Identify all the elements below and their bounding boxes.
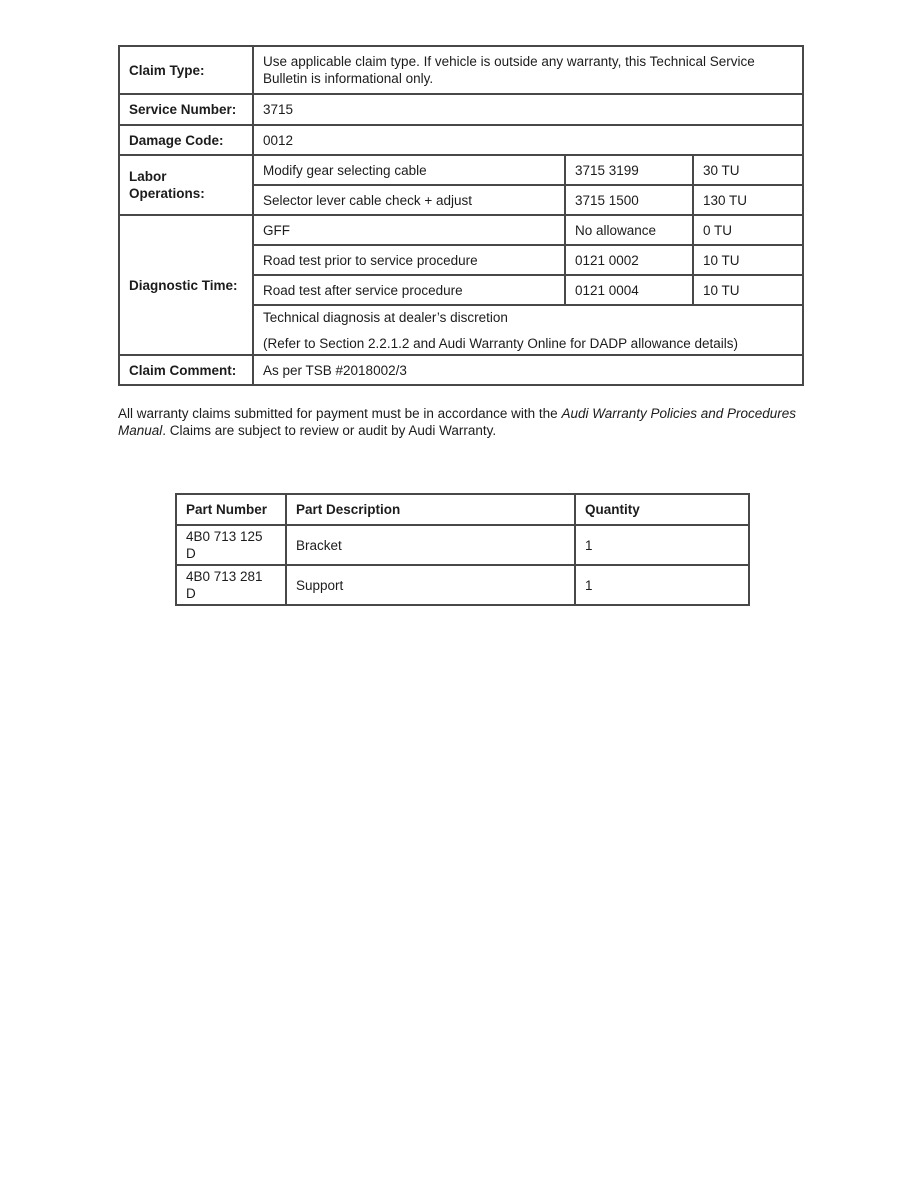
claim-comment-row: [119, 355, 803, 385]
labor-operations-label: Labor Operations:: [119, 155, 253, 215]
labor-operation-time: 30 TU: [693, 155, 803, 185]
damage-code-value: 0012: [253, 125, 803, 155]
diagnostic-time-time: 10 TU: [693, 245, 803, 275]
diagnostic-note-cell: [253, 305, 803, 355]
claim-comment-label: Claim Comment:: [119, 355, 253, 385]
warranty-policy-text-start: All warranty claims submitted for payment must be in accordance with the: [118, 405, 562, 421]
part-description-cell: Bracket: [286, 525, 575, 565]
diagnostic-note-line2: (Refer to Section 2.2.1.2 and Audi Warranty Online for DADP allowance details): [263, 335, 738, 351]
diagnostic-time-description: GFF: [253, 215, 565, 245]
service-number-row: [119, 94, 803, 125]
claim-comment-value: As per TSB #2018002/3: [253, 355, 803, 385]
part-number-header: Part Number: [176, 494, 286, 525]
part-number-cell: 4B0 713 281 D: [176, 565, 286, 605]
warranty-claim-table: [118, 45, 804, 386]
part-description-cell: Support: [286, 565, 575, 605]
parts-table-header-row: [176, 494, 749, 525]
diagnostic-time-time: 0 TU: [693, 215, 803, 245]
parts-table: [175, 493, 750, 606]
diagnostic-time-time: 10 TU: [693, 275, 803, 305]
labor-operation-description: Selector lever cable check + adjust: [253, 185, 565, 215]
labor-operation-row: [119, 155, 803, 185]
service-number-label: Service Number:: [119, 94, 253, 125]
claim-type-value: Use applicable claim type. If vehicle is outside any warranty, this Technical Service Bulletin is informational only.: [253, 46, 803, 94]
diagnostic-time-code: 0121 0002: [565, 245, 693, 275]
warranty-policy-text-end: . Claims are subject to review or audit by Audi Warranty.: [162, 423, 497, 438]
diagnostic-time-code: 0121 0004: [565, 275, 693, 305]
diagnostic-time-row: [119, 215, 803, 245]
damage-code-row: [119, 125, 803, 155]
part-description-header: Part Description: [286, 494, 575, 525]
diagnostic-time-description: Road test after service procedure: [253, 275, 565, 305]
claim-type-label: Claim Type:: [119, 46, 253, 94]
diagnostic-time-code: No allowance: [565, 215, 693, 245]
quantity-cell: 1: [575, 565, 749, 605]
labor-operation-code: 3715 1500: [565, 185, 693, 215]
diagnostic-time-description: Road test prior to service procedure: [253, 245, 565, 275]
labor-operation-description: Modify gear selecting cable: [253, 155, 565, 185]
warranty-policy-paragraph: [118, 405, 812, 440]
labor-operation-time: 130 TU: [693, 185, 803, 215]
labor-operation-code: 3715 3199: [565, 155, 693, 185]
claim-type-row: [119, 46, 803, 94]
diagnostic-note-line1: Technical diagnosis at dealer’s discretion: [263, 309, 508, 325]
parts-table-row: [176, 525, 749, 565]
damage-code-label: Damage Code:: [119, 125, 253, 155]
diagnostic-time-label: Diagnostic Time:: [119, 215, 253, 355]
service-number-value: 3715: [253, 94, 803, 125]
quantity-header: Quantity: [575, 494, 749, 525]
parts-table-row: [176, 565, 749, 605]
warranty-policy-manual-title: Audi Warranty Policies and Procedures Manual: [118, 405, 797, 438]
part-number-cell: 4B0 713 125 D: [176, 525, 286, 565]
quantity-cell: 1: [575, 525, 749, 565]
